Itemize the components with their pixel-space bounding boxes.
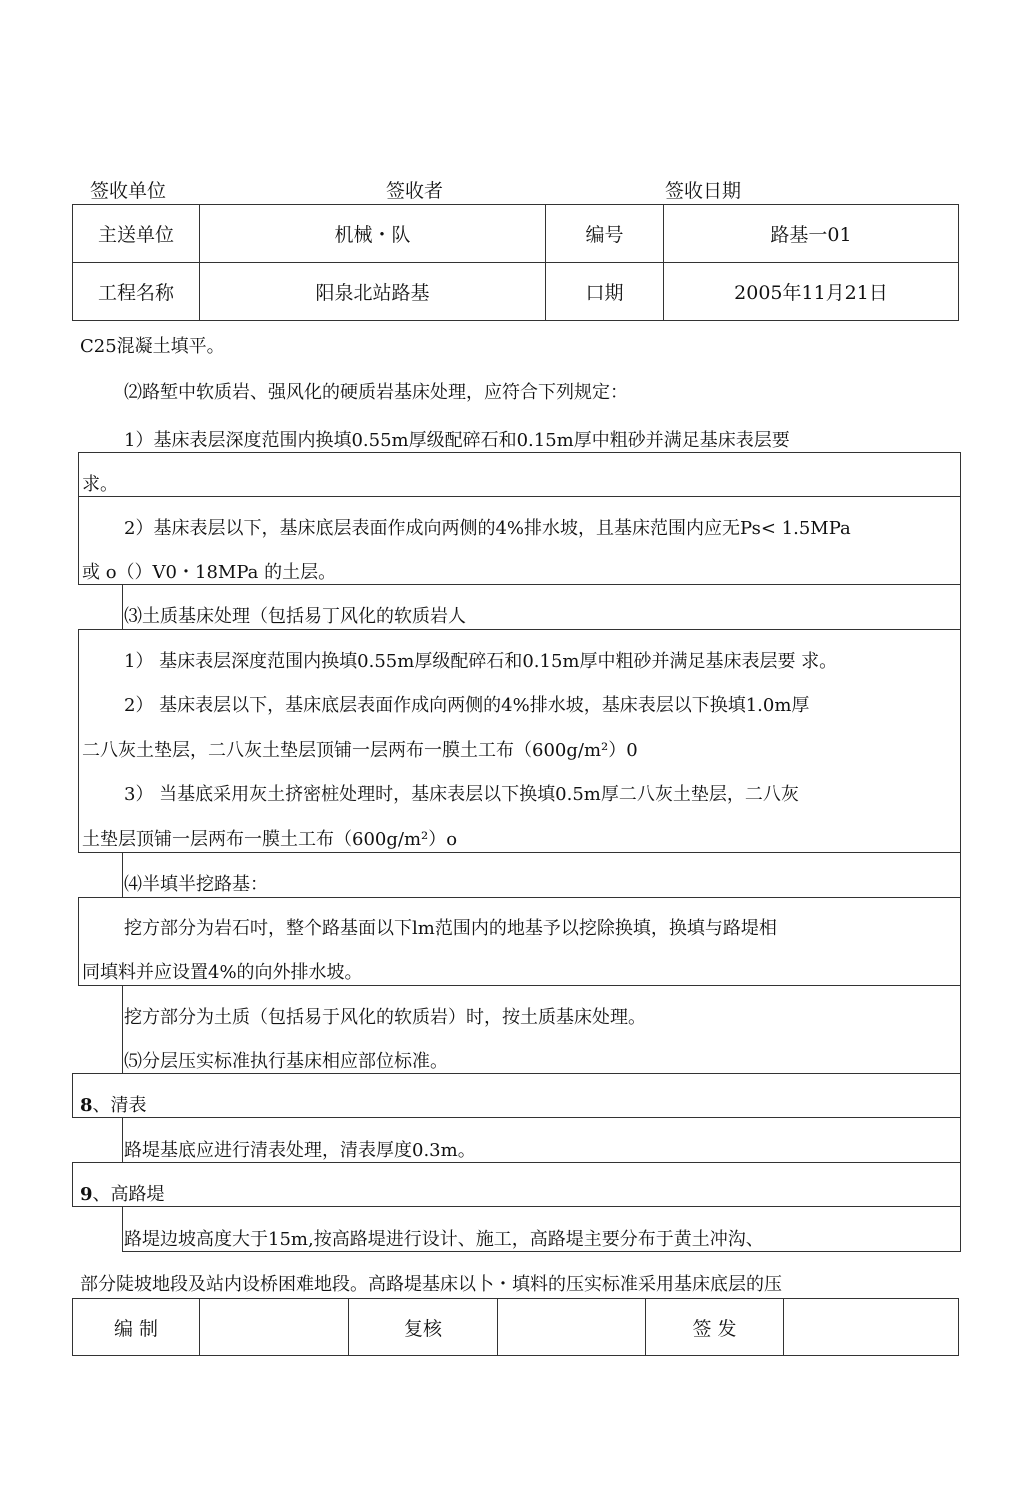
- rule: [78, 985, 961, 986]
- body-line-5: 2）基床表层以下，基床底层表面作成向两侧的4%排水坡，且基床范围内应无Ps< 1.5MPa: [124, 518, 851, 539]
- rule: [78, 629, 961, 630]
- body-line-16: 挖方部分为土质（包括易于风化的软质岩）时，按土质基床处理。: [124, 1007, 646, 1028]
- rule: [72, 1206, 961, 1207]
- date-value: 2005年11月21日: [664, 263, 959, 321]
- receiver-label: 签收者: [386, 180, 444, 202]
- number-value: 路基一01: [664, 205, 959, 263]
- rule: [122, 1251, 961, 1252]
- body-line-8: 1） 基床表层深度范围内换填0.55m厚级配碎石和0.15m厚中粗砂并满足基床表层要 求。: [124, 651, 838, 672]
- rule: [78, 452, 961, 453]
- body-line-15: 同填料并应设置4%的向外排水坡。: [82, 962, 363, 983]
- compile-value: [200, 1299, 349, 1356]
- rule: [72, 1162, 73, 1207]
- rule: [78, 897, 961, 898]
- rule: [122, 1206, 123, 1252]
- send-unit-label: 主送单位: [73, 205, 200, 263]
- rule: [72, 1073, 961, 1074]
- issue-value: [784, 1299, 959, 1356]
- rule: [960, 452, 961, 1252]
- date-label: 口期: [546, 263, 664, 321]
- rule: [78, 629, 79, 853]
- body-line-19: 路堤基底应进行清表处理，清表厚度0.3m。: [124, 1140, 476, 1161]
- body-line-4: 求。: [82, 474, 118, 495]
- project-label: 工程名称: [73, 263, 200, 321]
- body-line-11: 3） 当基底采用灰土挤密桩处理时，基床表层以下换填0.5m厚二八灰土垫层，二八灰: [124, 784, 799, 805]
- body-line-13: ⑷半填半挖路基：: [124, 874, 268, 895]
- body-line-12: 土垫层顶铺一层两布一膜土工布（600g/m²）o: [82, 829, 458, 850]
- body-line-17: ⑸分层压实标准执行基床相应部位标准。: [124, 1051, 448, 1072]
- section-9-number: 9: [80, 1184, 93, 1205]
- receive-unit-label: 签收单位: [90, 180, 167, 202]
- rule: [78, 852, 961, 853]
- rule: [122, 1117, 123, 1162]
- rule: [122, 852, 123, 897]
- rule: [78, 452, 79, 585]
- rule: [78, 496, 961, 497]
- body-line-10: 二八灰土垫层，二八灰土垫层顶铺一层两布一膜土工布（600g/m²）0: [82, 740, 638, 761]
- rule: [78, 584, 961, 585]
- receive-date-label: 签收日期: [665, 180, 742, 202]
- number-label: 编号: [546, 205, 664, 263]
- body-line-7: ⑶土质基床处理（包括易丁风化的软质岩人: [124, 606, 466, 627]
- rule: [72, 1162, 961, 1163]
- body-line-1: C25混凝土填平。: [80, 336, 225, 357]
- body-line-21: 路堤边坡高度大于15m,按高路堤进行设计、施工，高路堤主要分布于黄土冲沟、: [124, 1229, 764, 1250]
- section-9-heading: [80, 1180, 165, 1206]
- footer-table: [72, 1298, 959, 1356]
- body-line-2: ⑵路堑中软质岩、强风化的硬质岩基床处理，应符合下列规定：: [124, 382, 628, 403]
- review-label: 复核: [349, 1299, 498, 1356]
- section-8-number: 8: [80, 1095, 93, 1116]
- compile-label: 编 制: [73, 1299, 200, 1356]
- body-line-9: 2） 基床表层以下，基床底层表面作成向两侧的4%排水坡，基床表层以下换填1.0m厚: [124, 695, 810, 716]
- send-unit-value: 机械・队: [200, 205, 546, 263]
- info-table: [72, 204, 959, 321]
- rule: [72, 1117, 961, 1118]
- rule: [122, 985, 123, 1074]
- rule: [78, 897, 79, 986]
- body-line-3: 1）基床表层深度范围内换填0.55m厚级配碎石和0.15m厚中粗砂并满足基床表层要: [124, 430, 790, 451]
- body-line-14: 挖方部分为岩石吋，整个路基面以下lm范围内的地基予以挖除换填，换填与路堤相: [124, 918, 777, 939]
- rule: [72, 1073, 73, 1118]
- project-value: 阳泉北站路基: [200, 263, 546, 321]
- review-value: [498, 1299, 646, 1356]
- body-line-22: 部分陡坡地段及站内设桥困难地段。高路堤基床以卜・填料的压实标准采用基床底层的压: [80, 1274, 782, 1295]
- section-8-title: 、清表: [92, 1095, 147, 1116]
- body-line-6: 或 o（）V0・18MPa 的土层。: [82, 562, 337, 583]
- section-9-title: 、高路堤: [92, 1184, 165, 1205]
- section-8-heading: [80, 1091, 147, 1117]
- rule: [122, 584, 123, 629]
- issue-label: 签 发: [646, 1299, 784, 1356]
